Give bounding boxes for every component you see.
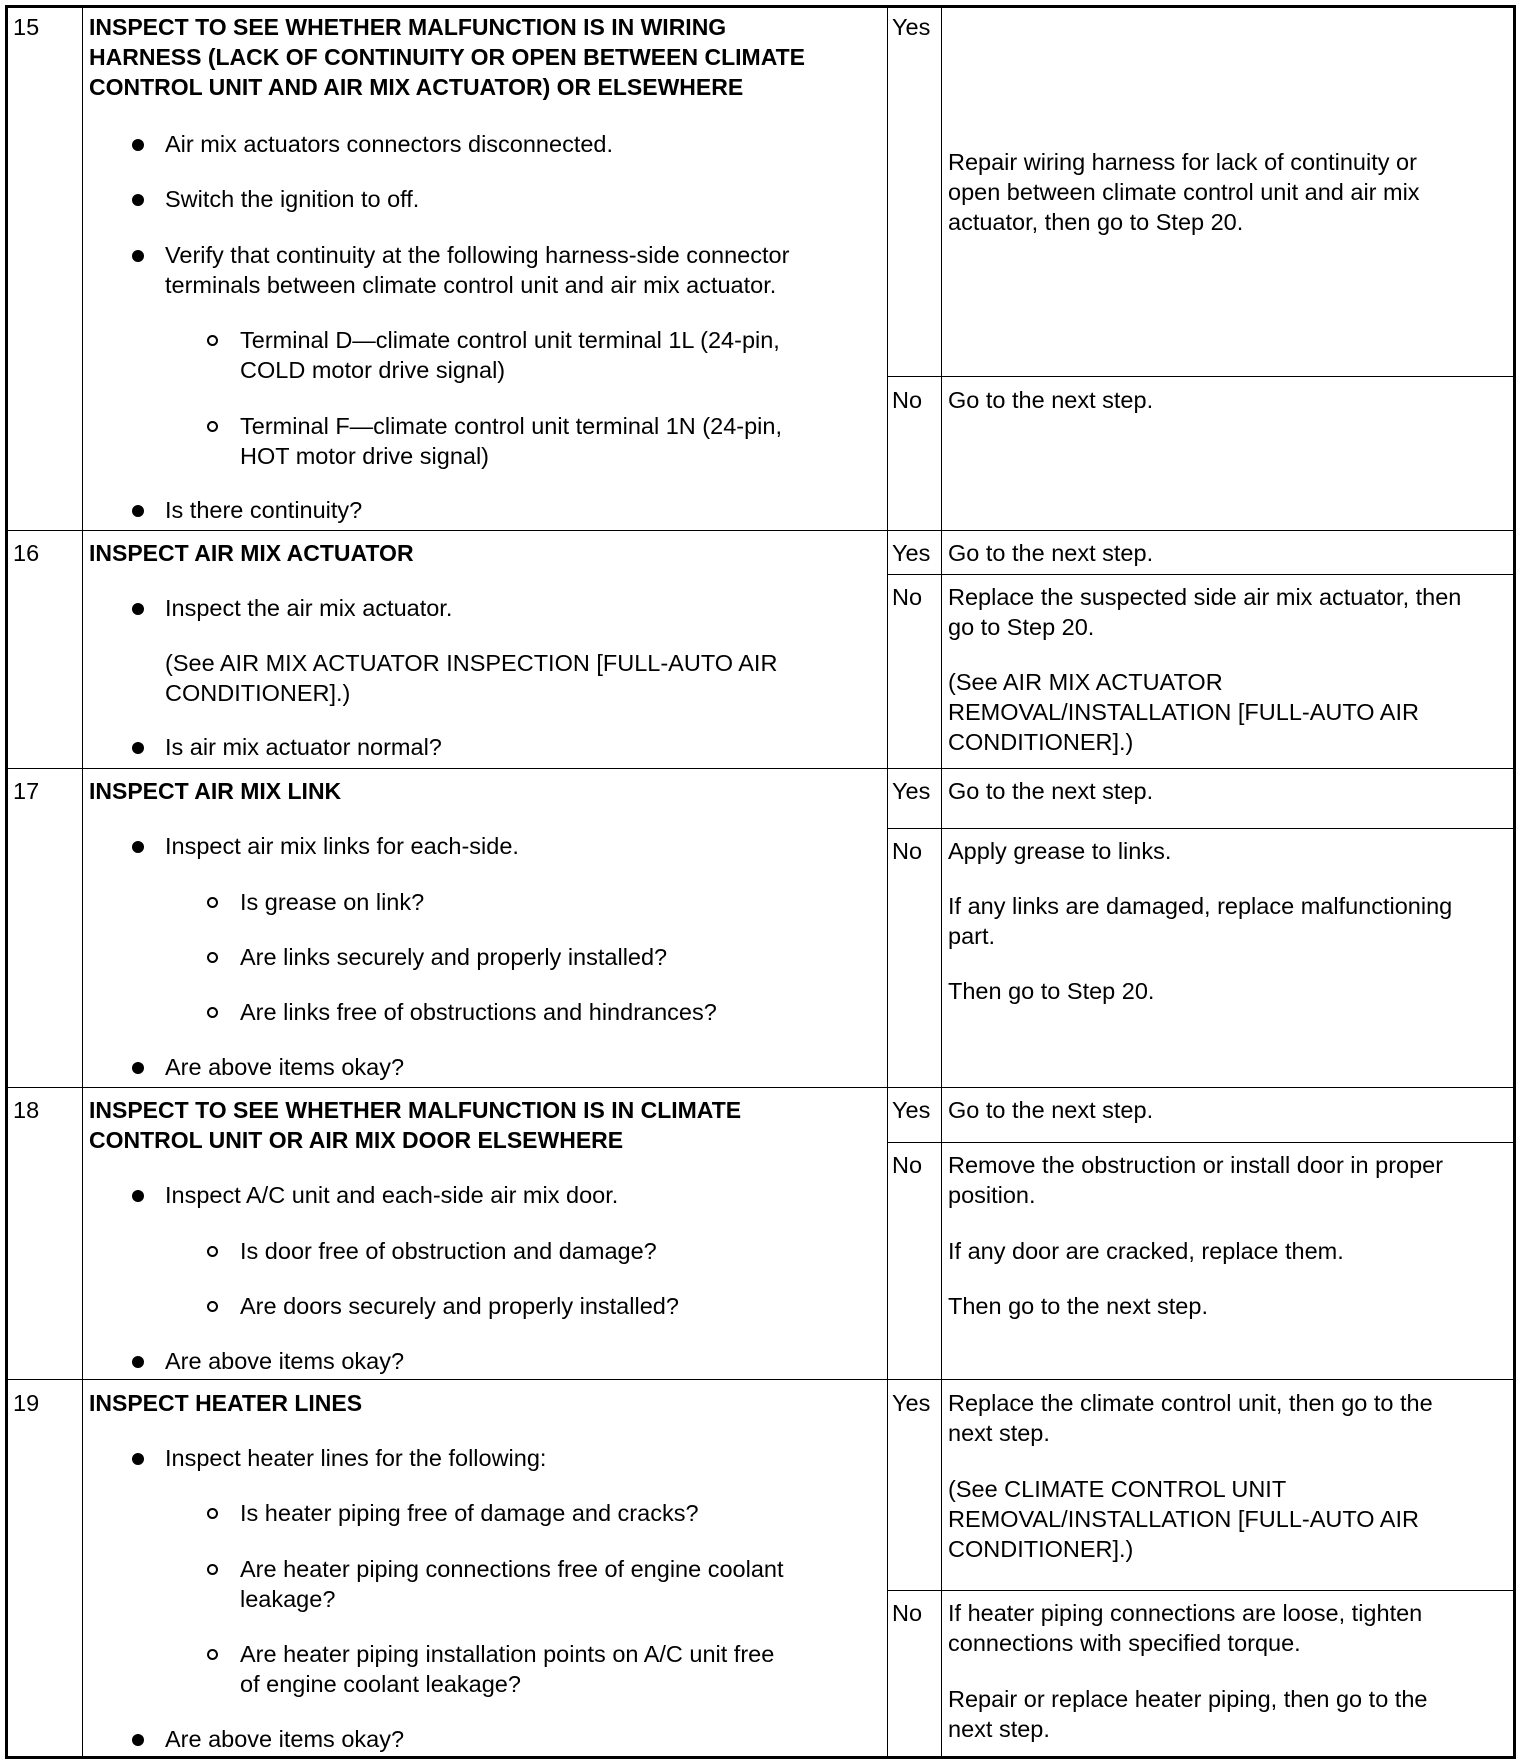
list-item: terminals between climate control unit and air mix actuator. <box>165 272 777 298</box>
yes-no-divider <box>887 574 1516 575</box>
step-title: INSPECT TO SEE WHETHER MALFUNCTION IS IN CLIMATE <box>89 1097 742 1123</box>
bullet-icon <box>132 505 144 517</box>
sub-list-item: Are heater piping connections free of engine coolant <box>240 1556 784 1582</box>
sub-bullet-icon <box>207 1508 218 1519</box>
bullet-icon <box>132 742 144 754</box>
column-divider <box>941 5 942 1759</box>
no-label: No <box>892 1600 923 1626</box>
sub-list-item: Terminal F—climate control unit terminal 1N (24-pin, <box>240 413 782 439</box>
yes-action: open between climate control unit and air mix <box>948 179 1420 205</box>
no-label: No <box>892 1152 923 1178</box>
no-action: Then go to the next step. <box>948 1293 1208 1319</box>
yes-action: Replace the climate control unit, then go to the <box>948 1390 1433 1416</box>
no-action: Repair or replace heater piping, then go to the <box>948 1686 1428 1712</box>
yes-no-divider <box>887 1142 1516 1143</box>
no-action: Replace the suspected side air mix actuator, then <box>948 584 1462 610</box>
yes-label: Yes <box>892 540 931 566</box>
bullet-icon <box>132 1062 144 1074</box>
list-item: Inspect heater lines for the following: <box>165 1445 547 1471</box>
no-action: If any links are damaged, replace malfunctioning <box>948 893 1453 919</box>
list-item: Inspect A/C unit and each-side air mix door. <box>165 1182 619 1208</box>
no-action: part. <box>948 923 996 949</box>
sub-list-item: Are doors securely and properly installed? <box>240 1293 679 1319</box>
no-action: go to Step 20. <box>948 614 1095 640</box>
yes-action: CONDITIONER].) <box>948 1536 1134 1562</box>
bullet-icon <box>132 1453 144 1465</box>
sub-list-item: Terminal D—climate control unit terminal 1L (24-pin, <box>240 327 780 353</box>
list-item: Inspect the air mix actuator. <box>165 595 453 621</box>
bullet-icon <box>132 1734 144 1746</box>
step-title: CONTROL UNIT OR AIR MIX DOOR ELSEWHERE <box>89 1127 624 1153</box>
yes-action: REMOVAL/INSTALLATION [FULL-AUTO AIR <box>948 1506 1419 1532</box>
step-title: HARNESS (LACK OF CONTINUITY OR OPEN BETWEEN CLIMATE <box>89 44 805 70</box>
row-divider <box>5 530 1516 531</box>
no-action: next step. <box>948 1716 1050 1742</box>
step-number: 19 <box>13 1390 40 1416</box>
sub-bullet-icon <box>207 897 218 908</box>
sub-list-item: Is heater piping free of damage and cracks? <box>240 1500 699 1526</box>
no-action: Then go to Step 20. <box>948 978 1155 1004</box>
sub-list-item: Are links free of obstructions and hindrances? <box>240 999 717 1025</box>
no-action: CONDITIONER].) <box>948 729 1134 755</box>
step-title: INSPECT HEATER LINES <box>89 1390 363 1416</box>
yes-action: (See CLIMATE CONTROL UNIT <box>948 1476 1287 1502</box>
yes-action: Go to the next step. <box>948 1097 1154 1123</box>
sub-bullet-icon <box>207 1007 218 1018</box>
bullet-icon <box>132 603 144 615</box>
sub-bullet-icon <box>207 952 218 963</box>
yes-label: Yes <box>892 1390 931 1416</box>
column-divider <box>82 5 83 1759</box>
list-item: Inspect air mix links for each-side. <box>165 833 519 859</box>
no-action: position. <box>948 1182 1036 1208</box>
sub-list-item: Are heater piping installation points on A/C unit free <box>240 1641 775 1667</box>
no-action: Remove the obstruction or install door in proper <box>948 1152 1444 1178</box>
sub-bullet-icon <box>207 421 218 432</box>
step-title: INSPECT TO SEE WHETHER MALFUNCTION IS IN WIRING <box>89 14 727 40</box>
bullet-icon <box>132 1356 144 1368</box>
yes-action: Repair wiring harness for lack of continuity or <box>948 149 1417 175</box>
yes-label: Yes <box>892 1097 931 1123</box>
no-action: REMOVAL/INSTALLATION [FULL-AUTO AIR <box>948 699 1419 725</box>
row-divider <box>5 768 1516 769</box>
sub-bullet-icon <box>207 1564 218 1575</box>
sub-bullet-icon <box>207 1301 218 1312</box>
note: CONDITIONER].) <box>165 680 351 706</box>
yes-no-divider <box>887 828 1516 829</box>
list-item: Air mix actuators connectors disconnected. <box>165 131 614 157</box>
yes-no-divider <box>887 376 1516 377</box>
no-action: If heater piping connections are loose, tighten <box>948 1600 1423 1626</box>
sub-list-item: of engine coolant leakage? <box>240 1671 521 1697</box>
list-item: Are above items okay? <box>165 1054 405 1080</box>
yes-action: Go to the next step. <box>948 540 1154 566</box>
sub-bullet-icon <box>207 335 218 346</box>
sub-bullet-icon <box>207 1246 218 1257</box>
yes-label: Yes <box>892 778 931 804</box>
sub-bullet-icon <box>207 1649 218 1660</box>
no-label: No <box>892 584 923 610</box>
no-action: Go to the next step. <box>948 387 1154 413</box>
column-divider <box>887 5 888 1759</box>
bullet-icon <box>132 194 144 206</box>
sub-list-item: leakage? <box>240 1586 336 1612</box>
list-item: Verify that continuity at the following harness-side connector <box>165 242 790 268</box>
sub-list-item: Is door free of obstruction and damage? <box>240 1238 657 1264</box>
step-number: 16 <box>13 540 40 566</box>
step-number: 18 <box>13 1097 40 1123</box>
no-action: If any door are cracked, replace them. <box>948 1238 1344 1264</box>
bullet-icon <box>132 1190 144 1202</box>
yes-no-divider <box>887 1590 1516 1591</box>
row-divider <box>5 1087 1516 1088</box>
step-number: 17 <box>13 778 40 804</box>
sub-list-item: Are links securely and properly installed? <box>240 944 668 970</box>
sub-list-item: HOT motor drive signal) <box>240 443 489 469</box>
step-number: 15 <box>13 14 40 40</box>
list-item: Is there continuity? <box>165 497 363 523</box>
no-label: No <box>892 387 923 413</box>
step-title: INSPECT AIR MIX ACTUATOR <box>89 540 414 566</box>
yes-action: next step. <box>948 1420 1050 1446</box>
bullet-icon <box>132 139 144 151</box>
step-title: INSPECT AIR MIX LINK <box>89 778 342 804</box>
yes-action: actuator, then go to Step 20. <box>948 209 1244 235</box>
list-item: Is air mix actuator normal? <box>165 734 442 760</box>
no-action: (See AIR MIX ACTUATOR <box>948 669 1223 695</box>
sub-list-item: COLD motor drive signal) <box>240 357 506 383</box>
step-title: CONTROL UNIT AND AIR MIX ACTUATOR) OR ELSEWHERE <box>89 74 744 100</box>
bullet-icon <box>132 841 144 853</box>
note: (See AIR MIX ACTUATOR INSPECTION [FULL-AUTO AIR <box>165 650 778 676</box>
sub-list-item: Is grease on link? <box>240 889 425 915</box>
yes-action: Go to the next step. <box>948 778 1154 804</box>
bullet-icon <box>132 250 144 262</box>
yes-label: Yes <box>892 14 931 40</box>
list-item: Are above items okay? <box>165 1726 405 1752</box>
no-action: Apply grease to links. <box>948 838 1172 864</box>
list-item: Switch the ignition to off. <box>165 186 420 212</box>
row-divider <box>5 1379 1516 1380</box>
no-action: connections with specified torque. <box>948 1630 1301 1656</box>
list-item: Are above items okay? <box>165 1348 405 1374</box>
no-label: No <box>892 838 923 864</box>
